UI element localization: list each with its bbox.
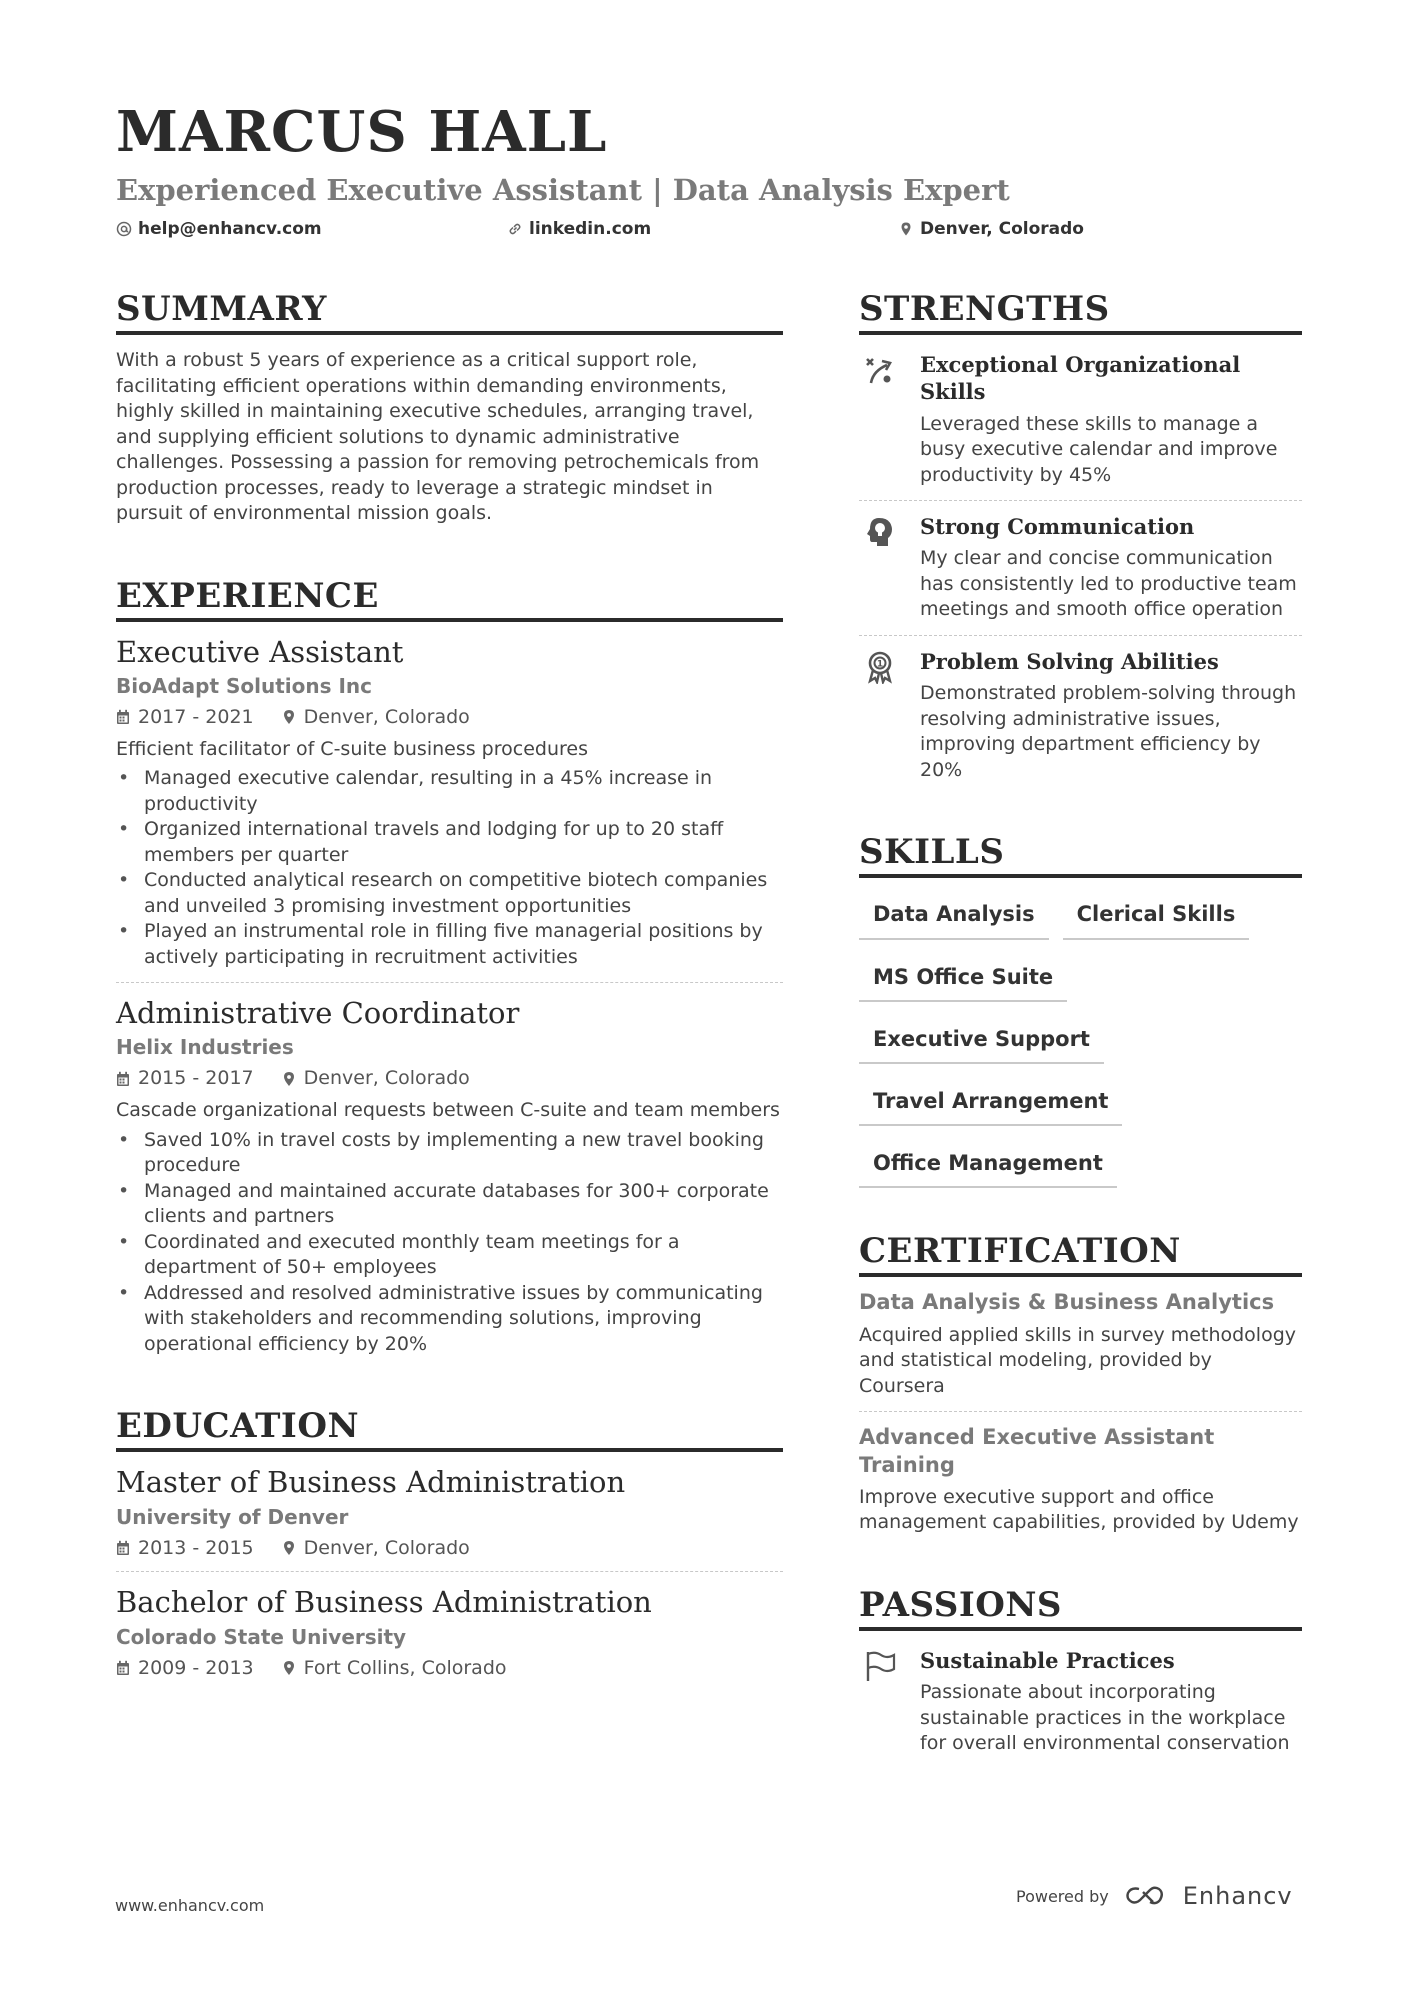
bullet-item: • Organized international travels and lodging for up to 20 staff members per quarter <box>116 817 783 868</box>
skill-tag: Data Analysis <box>859 890 1049 939</box>
entry-divider <box>116 982 783 983</box>
certification-section <box>859 1232 1302 1535</box>
date-text: 2009 - 2013 <box>138 1656 254 1679</box>
skill-row <box>859 1139 1302 1188</box>
strength-description: Leveraged these skills to manage a busy executive calendar and improve productivity by 45% <box>920 412 1278 486</box>
date-range <box>116 1067 254 1090</box>
svg-text:1: 1 <box>876 659 884 670</box>
job-meta <box>116 706 783 729</box>
strength-item <box>859 513 1302 623</box>
brand-name: Enhancv <box>1182 1882 1293 1910</box>
skill-row <box>859 1015 1302 1064</box>
education-meta <box>116 1657 783 1680</box>
company-name: BioAdapt Solutions Inc <box>116 673 373 698</box>
strength-item <box>859 351 1302 488</box>
company-name: Helix Industries <box>116 1035 294 1060</box>
skill-tag: Office Management <box>859 1139 1117 1188</box>
location-text: Fort Collins, Colorado <box>303 1656 507 1679</box>
at-icon <box>116 221 132 237</box>
entry-divider <box>859 1411 1302 1412</box>
skills-heading: SKILLS <box>859 833 1302 878</box>
education-meta <box>116 1537 783 1560</box>
location-text: Denver, Colorado <box>920 219 1084 239</box>
degree-title: Master of Business Administration <box>116 1465 626 1500</box>
strategy-icon <box>863 353 897 387</box>
school-name: University of Denver <box>116 1504 349 1529</box>
certification-item <box>859 1424 1302 1536</box>
location-pin-icon <box>282 1071 296 1087</box>
bullet-item: • Managed and maintained accurate databases for 300+ corporate clients and partners <box>116 1179 783 1230</box>
date-range <box>116 1537 254 1560</box>
school-location <box>282 1657 507 1680</box>
passion-description: Passionate about incorporating sustainable practices in the workplace for overall environmental conservation <box>920 1681 1290 1755</box>
bullet-item: • Saved 10% in travel costs by implementing a new travel booking procedure <box>116 1128 783 1179</box>
skill-tag: Executive Support <box>859 1015 1104 1064</box>
strengths-heading: STRENGTHS <box>859 290 1302 335</box>
link-icon <box>507 221 523 237</box>
job-title: Executive Assistant <box>116 634 404 669</box>
education-section <box>116 1407 783 1679</box>
job-description: Cascade organizational requests between C-suite and team members <box>116 1099 780 1122</box>
email-text: help@enhancv.com <box>138 219 322 239</box>
footer-website[interactable]: www.enhancv.com <box>115 1896 265 1915</box>
footer-branding <box>1016 1882 1293 1910</box>
flag-icon <box>863 1649 897 1683</box>
job-description: Efficient facilitator of C-suite business procedures <box>116 737 588 760</box>
skills-list <box>859 890 1302 1188</box>
date-range <box>116 1657 254 1680</box>
certification-description: Acquired applied skills in survey methodology and statistical modeling, provided by Coursera <box>859 1323 1296 1397</box>
strength-description: Demonstrated problem-solving through resolving administrative issues, improving department efficiency by 20% <box>920 682 1297 781</box>
job-bullets <box>116 1128 783 1358</box>
bullet-item: • Played an instrumental role in filling five managerial positions by actively participating in recruitment activities <box>116 919 783 970</box>
job-location <box>282 706 470 729</box>
location-pin-icon <box>282 1660 296 1676</box>
education-entry <box>116 1464 783 1559</box>
calendar-icon <box>116 1660 130 1676</box>
degree-title: Bachelor of Business Administration <box>116 1585 652 1620</box>
school-location <box>282 1537 470 1560</box>
passion-item <box>859 1647 1302 1757</box>
entry-divider <box>116 1571 783 1572</box>
skill-row <box>859 953 1302 1002</box>
date-range <box>116 706 254 729</box>
summary-heading: SUMMARY <box>116 290 783 335</box>
school-name: Colorado State University <box>116 1624 407 1649</box>
certification-heading: CERTIFICATION <box>859 1232 1302 1277</box>
education-heading: EDUCATION <box>116 1407 783 1452</box>
contact-location <box>898 219 1084 239</box>
location-pin-icon <box>898 221 914 237</box>
experience-entry <box>116 634 783 971</box>
summary-text: With a robust 5 years of experience as a critical support role, facilitating efficient operations within demanding environments, highly skilled in maintaining executive schedules, arranging travel, and supplying efficient solutions to dynamic administrative challenges. Possessing a passion for removing petrochemicals from production processes, ready to leverage a strategic mindset in pursuit of environmental mission goals. <box>116 349 760 525</box>
skill-tag: Travel Arrangement <box>859 1077 1122 1126</box>
skills-section <box>859 833 1302 1188</box>
candidate-name: MARCUS HALL <box>116 99 608 165</box>
calendar-icon <box>116 709 130 725</box>
skill-row <box>859 890 1302 939</box>
education-entry <box>116 1584 783 1679</box>
entry-divider <box>859 635 1302 636</box>
experience-heading: EXPERIENCE <box>116 577 783 622</box>
powered-by-text: Powered by <box>1016 1886 1109 1906</box>
job-meta <box>116 1067 783 1090</box>
strength-title: Strong Communication <box>920 514 1195 540</box>
contact-linkedin[interactable] <box>507 219 651 239</box>
bullet-item: • Addressed and resolved administrative issues by communicating with stakeholders and recommending solutions, improving operational efficiency by 20% <box>116 1281 783 1358</box>
calendar-icon <box>116 1540 130 1556</box>
strength-title: Problem Solving Abilities <box>920 648 1219 674</box>
left-column <box>116 290 783 1679</box>
skill-row <box>859 1077 1302 1126</box>
bullet-item: • Coordinated and executed monthly team meetings for a department of 50+ employees <box>116 1230 783 1281</box>
linkedin-text: linkedin.com <box>529 219 652 239</box>
head-bulb-icon <box>863 515 897 549</box>
passions-heading: PASSIONS <box>859 1586 1302 1631</box>
strength-title: Exceptional Organizational Skills <box>920 352 1241 405</box>
certification-title: Advanced Executive Assistant Training <box>859 1425 1215 1477</box>
contact-email[interactable] <box>116 219 322 239</box>
entry-divider <box>859 500 1302 501</box>
bullet-item: • Conducted analytical research on competitive biotech companies and unveiled 3 promising investment opportunities <box>116 868 783 919</box>
location-text: Denver, Colorado <box>303 705 470 728</box>
passions-section <box>859 1586 1302 1757</box>
strengths-section <box>859 290 1302 783</box>
right-column <box>859 290 1302 1757</box>
summary-section <box>116 290 783 527</box>
date-text: 2015 - 2017 <box>138 1067 254 1090</box>
skill-tag: MS Office Suite <box>859 953 1067 1002</box>
strength-item <box>859 648 1302 783</box>
candidate-title: Experienced Executive Assistant | Data Analysis Expert <box>116 173 1010 207</box>
date-text: 2017 - 2021 <box>138 705 254 728</box>
location-pin-icon <box>282 1540 296 1556</box>
certification-item <box>859 1289 1302 1399</box>
date-text: 2013 - 2015 <box>138 1536 254 1559</box>
certification-title: Data Analysis & Business Analytics <box>859 1290 1275 1315</box>
job-location <box>282 1067 470 1090</box>
location-text: Denver, Colorado <box>303 1536 470 1559</box>
certification-description: Improve executive support and office management capabilities, provided by Udemy <box>859 1485 1299 1534</box>
experience-section <box>116 577 783 1358</box>
passion-title: Sustainable Practices <box>920 1647 1175 1673</box>
strength-description: My clear and concise communication has consistently led to productive team meetings and smooth office operation <box>920 547 1297 621</box>
experience-entry <box>116 995 783 1357</box>
skill-tag: Clerical Skills <box>1063 890 1250 939</box>
calendar-icon <box>116 1071 130 1087</box>
location-text: Denver, Colorado <box>303 1067 470 1090</box>
job-title: Administrative Coordinator <box>116 996 520 1031</box>
location-pin-icon <box>282 709 296 725</box>
award-medal-icon <box>863 650 897 684</box>
enhancv-logo-icon <box>1123 1883 1169 1909</box>
bullet-item: • Managed executive calendar, resulting in a 45% increase in productivity <box>116 766 783 817</box>
job-bullets <box>116 766 783 970</box>
